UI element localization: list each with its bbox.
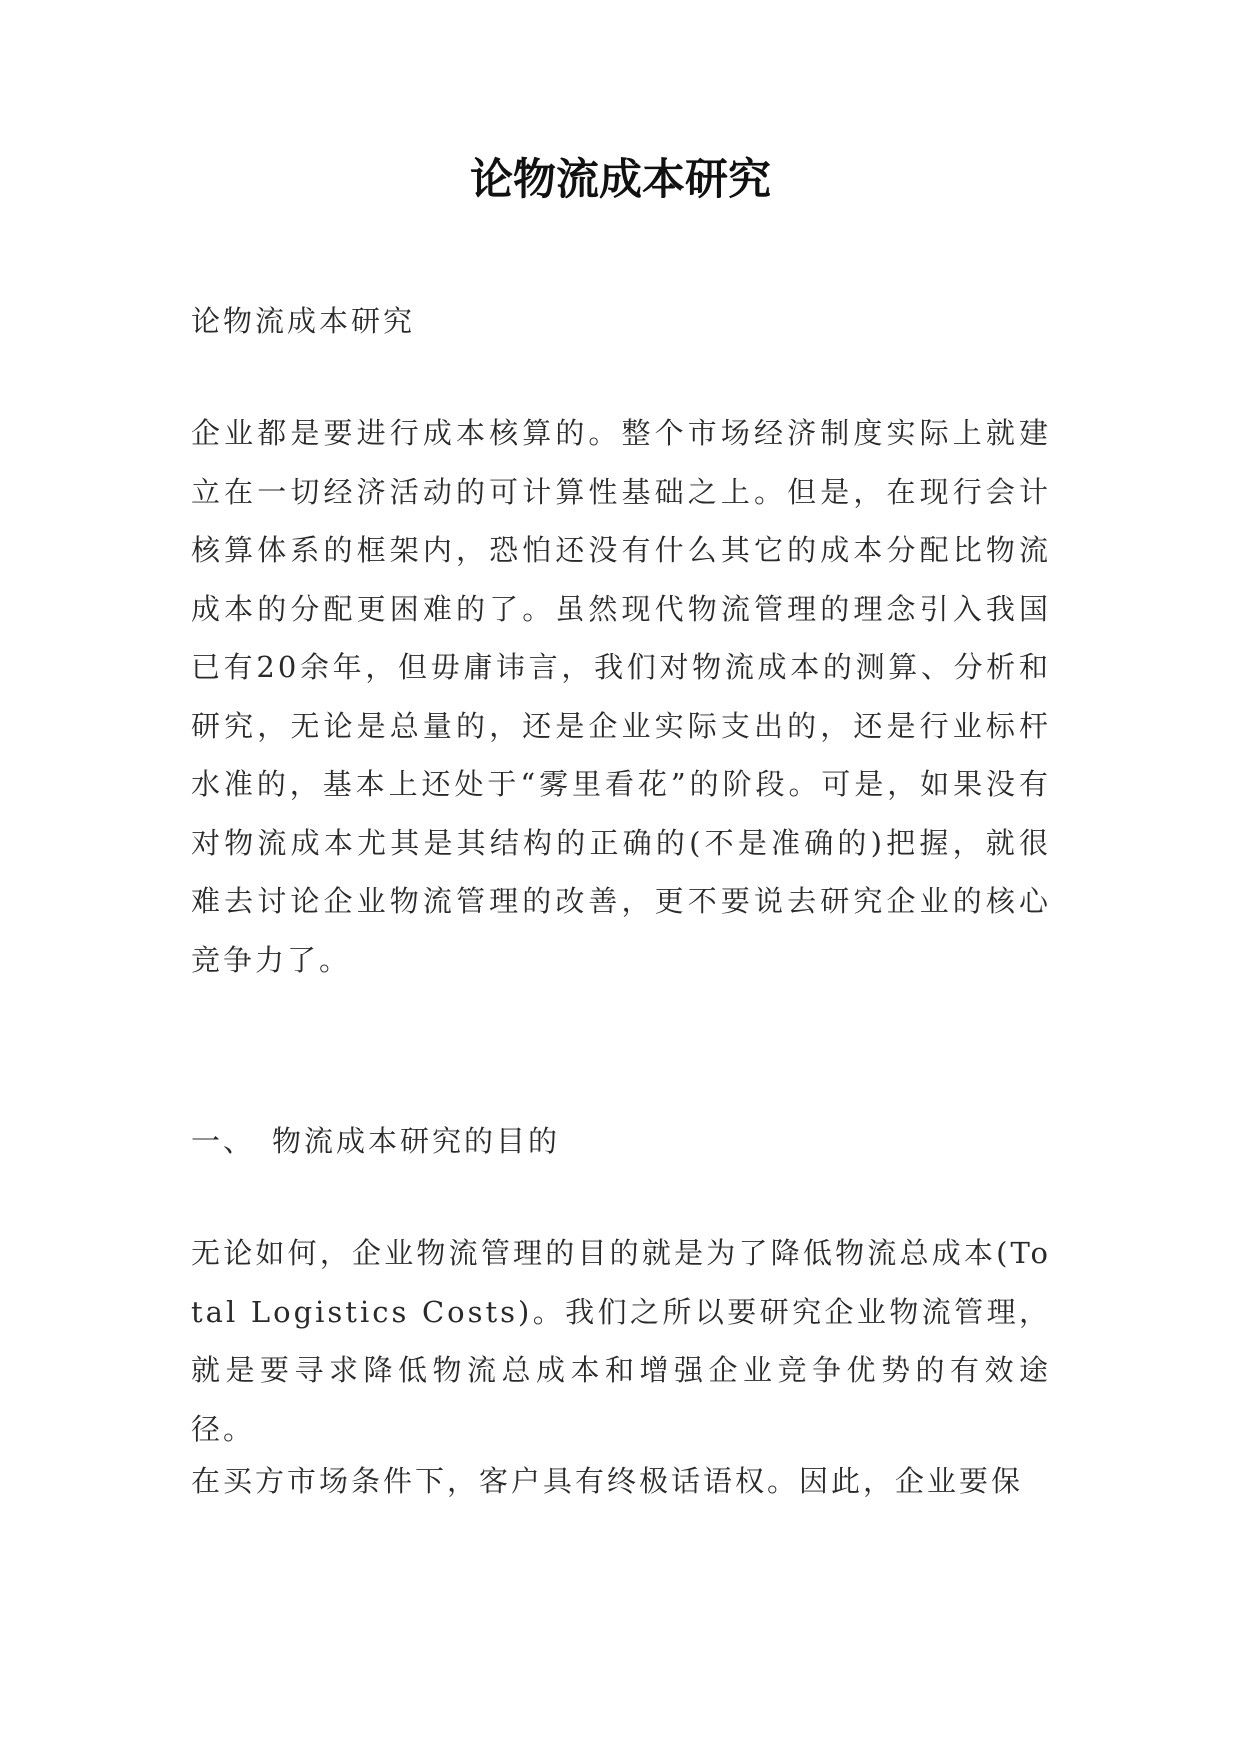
section-heading-1 bbox=[191, 1112, 1051, 1171]
section-title: 物流成本研究的目的 bbox=[272, 1124, 561, 1158]
section-number: 一、 bbox=[191, 1124, 256, 1158]
paragraph-market: 在买方市场条件下，客户具有终极话语权。因此，企业要保 bbox=[191, 1464, 1024, 1498]
paragraph-purpose: 无论如何，企业物流管理的目的就是为了降低物流总成本(Total Logistics Costs)。我们之所以要研究企业物流管理，就是要寻求降低物流总成本和增强企业竞争优势的有效途径。 bbox=[191, 1236, 1051, 1446]
document-subtitle: 论物流成本研究 bbox=[191, 304, 416, 338]
paragraph-intro: 企业都是要进行成本核算的。整个市场经济制度实际上就建立在一切经济活动的可计算性基础之上。但是，在现行会计核算体系的框架内，恐怕还没有什么其它的成本分配比物流成本的分配更困难的了。虽然现代物流管理的理念引入我国已有20余年，但毋庸讳言，我们对物流成本的测算、分析和研究，无论是总量的，还是企业实际支出的，还是行业标杆水准的，基本上还处于“雾里看花”的阶段。可是，如果没有对物流成本尤其是其结构的正确的(不是准确的)把握，就很难去讨论企业物流管理的改善，更不要说去研究企业的核心竞争力了。 bbox=[191, 416, 1051, 977]
document-title: 论物流成本研究 bbox=[470, 155, 771, 205]
